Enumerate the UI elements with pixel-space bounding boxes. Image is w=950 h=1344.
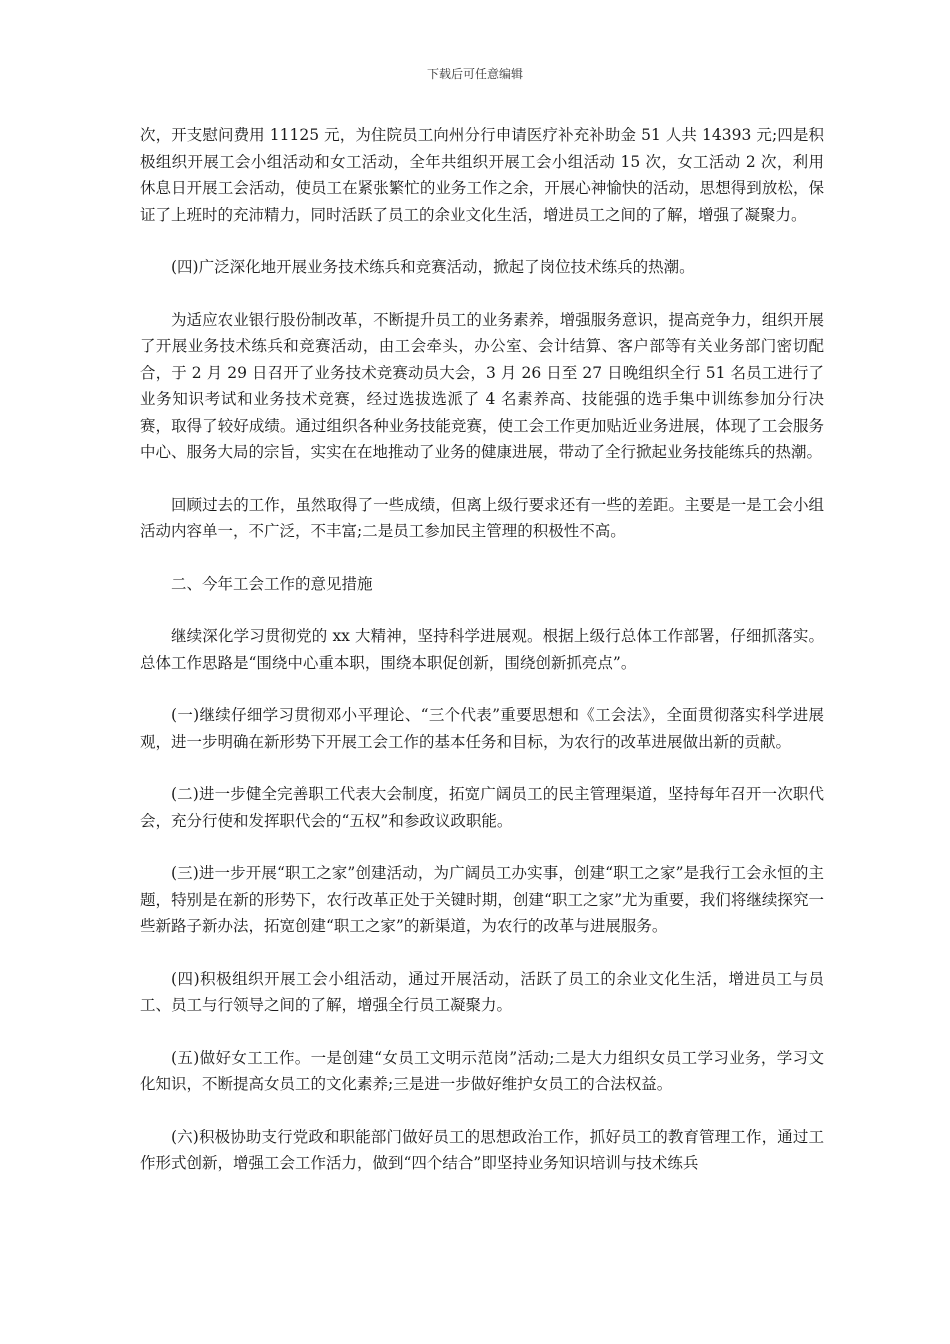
section-heading-two: 二、今年工会工作的意见措施 <box>171 574 373 593</box>
paragraph-continuation: 次，开支慰问费用 11125 元，为住院员工向州分行申请医疗补充补助金 51 人共 14393 元;四是积极组织开展工会小组活动和女工活动，全年共组织开展工会小组活动 15 次，女工活动 2 次，利用休息日开展工会活动，使员工在紧张繁忙的业务工作之余，开展心神愉快的活动，思想得到放松，保证了上班时的充沛精力，同时活跃了员工的余业文化生活，增进员工之间的了解，增强了凝聚力。 <box>140 126 824 224</box>
paragraph-overall-thinking: 继续深化学习贯彻党的 xx 大精神，坚持科学进展观。根据上级行总体工作部署，仔细抓落实。总体工作思路是“围绕中心重本职，围绕本职促创新，围绕创新抓亮点”。 <box>140 627 824 672</box>
document-body <box>140 122 824 1177</box>
section-heading-four: (四)广泛深化地开展业务技术练兵和竞赛活动，掀起了岗位技术练兵的热潮。 <box>171 258 695 276</box>
measure-item-2: (二)进一步健全完善职工代表大会制度，拓宽广阔员工的民主管理渠道，坚持每年召开一次职代会，充分行使和发挥职代会的“五权”和参政议政职能。 <box>140 785 824 830</box>
measure-item-4: (四)积极组织开展工会小组活动，通过开展活动，活跃了员工的余业文化生活，增进员工与员工、员工与行领导之间的了解，增强全行员工凝聚力。 <box>140 969 824 1014</box>
measure-item-3: (三)进一步开展“职工之家”创建活动，为广阔员工办实事，创建“职工之家”是我行工会永恒的主题，特别是在新的形势下，农行改革正处于关键时期，创建“职工之家”尤为重要，我们将继续探究一些新路子新办法，拓宽创建“职工之家”的新渠道，为农行的改革与进展服务。 <box>140 864 824 935</box>
paragraph-skills-competition: 为适应农业银行股份制改革，不断提升员工的业务素养，增强服务意识，提高竞争力，组织开展了开展业务技术练兵和竞赛活动，由工会牵头，办公室、会计结算、客户部等有关业务部门密切配合，于 2 月 29 日召开了业务技术竞赛动员大会，3 月 26 日至 27 日晚组织全行 51 名员工进行了业务知识考试和业务技术竞赛，经过选拔选派了 4 名素养高、技能强的选手集中训练参加分行决赛，取得了较好成绩。通过组织各种业务技能竞赛，使工会工作更加贴近业务进展，体现了工会服务中心、服务大局的宗旨，实实在在地推动了业务的健康进展，带动了全行掀起业务技能练兵的热潮。 <box>140 310 824 461</box>
measure-item-6: (六)积极协助支行党政和职能部门做好员工的思想政治工作，抓好员工的教育管理工作，通过工作形式创新，增强工会工作活力，做到“四个结合”即坚持业务知识培训与技术练兵 <box>140 1127 824 1172</box>
measure-item-1: (一)继续仔细学习贯彻邓小平理论、“三个代表”重要思想和《工会法》，全面贯彻落实科学进展观，进一步明确在新形势下开展工会工作的基本任务和目标，为农行的改革进展做出新的贡献。 <box>140 706 824 751</box>
paragraph-review: 回顾过去的工作，虽然取得了一些成绩，但离上级行要求还有一些的差距。主要是一是工会小组活动内容单一，不广泛，不丰富;二是员工参加民主管理的积极性不高。 <box>140 495 824 540</box>
page-header: 下载后可任意编辑 <box>426 67 523 81</box>
measure-item-5: (五)做好女工工作。一是创建“女员工文明示范岗”活动;二是大力组织女员工学习业务，学习文化知识，不断提高女员工的文化素养;三是进一步做好维护女员工的合法权益。 <box>140 1048 824 1093</box>
